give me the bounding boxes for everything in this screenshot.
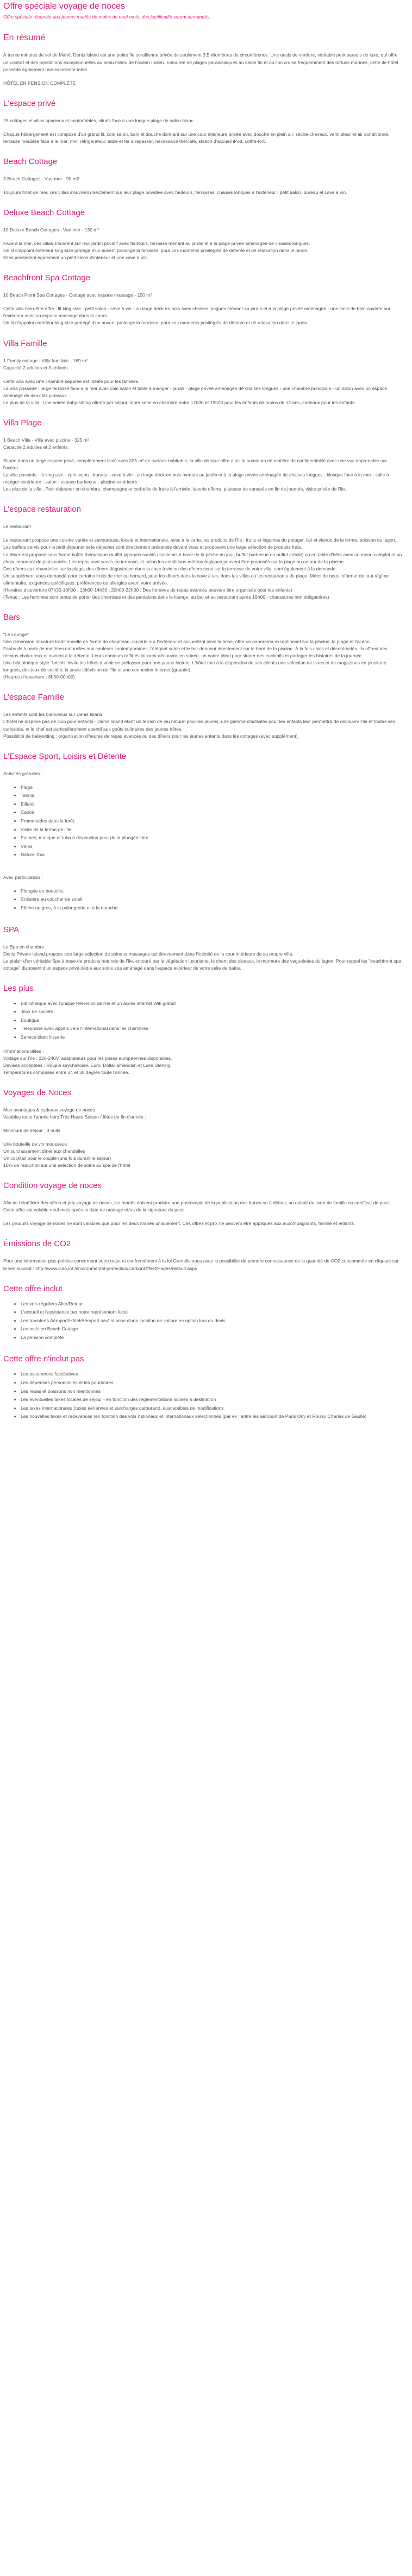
section-body [3, 1258, 402, 1272]
section-spa-cottage [3, 261, 402, 326]
paragraph: (Heures d'ouverture : 8h30-00h00) [3, 674, 75, 680]
section-title: L'espace Famille [3, 693, 65, 702]
list-item: • Les nuits en Beach Cottage [21, 1325, 402, 1333]
section-offre [3, 1, 402, 21]
paragraph: Un surclassement dîner aux chandelles [3, 1148, 85, 1154]
section-bars [3, 601, 402, 681]
spacer [3, 299, 402, 305]
section-title: L'Espace Sport, Loisirs et Détente [3, 751, 127, 761]
paragraph: Le plaisir d'un véritable Spa à base de produits naturels de l'île, entouré par la végétation luxuriante, le chant des oiseaux, le murmure des vaguelettes du lagon. Pour rappel les "beachfront spa cottage" disposent d'un espace privé dédié aux soins spa aménagé dans l'espace extérieur de votre salle de bains. [3, 958, 402, 971]
list-item: • Les taxes internationales (taxes aériennes et surcharges carburant), susceptibles de modifications [21, 1405, 402, 1412]
paragraph: Cette villa avec une chambre séparée est idéale pour les familles. [3, 378, 140, 384]
section-title: Émissions de CO2 [3, 1239, 71, 1249]
paragraph: 3 Beach Cottages - Vue mer - 90 m2 [3, 175, 79, 181]
list-item: • Bibliothèque avec l'unique télévision de l'île et un accès internet Wifi gratuit [21, 1000, 402, 1007]
spacer [3, 234, 402, 240]
spacer [3, 1121, 402, 1127]
section-title: L'espace restauration [3, 505, 81, 514]
paragraph: 1 Beach Villa - Villa avec piscine - 325 m² [3, 437, 89, 443]
paragraph: Les enfants sont les bienvenus sur Denis Island. [3, 712, 104, 718]
list-item: • Téléphone avec appels vers l'international dans les chambres [21, 1025, 402, 1032]
list-item: • Canoë [21, 809, 402, 816]
section-body [3, 175, 402, 196]
spacer [3, 183, 402, 189]
section-body [3, 1000, 402, 1076]
list-lead: Activités gratuites : [3, 770, 43, 776]
paragraph: (Horaires d'ouverture 07h30-10h00 ; 13h00-14h30 ; 20h00-22h00 ; Des horaires de repas avancés peuvent être organisés pour les enfants) [3, 587, 292, 593]
bullet-list [3, 1000, 402, 1041]
section-exclut [3, 1342, 402, 1420]
spacer [3, 451, 402, 457]
list-item: • Nature Tour [21, 851, 402, 858]
section-body [3, 631, 402, 681]
paragraph: 10 Deluxe Beach Cottages - Vue mer - 130 m² [3, 227, 99, 233]
paragraph: 25 cottages et villas spacieux et confortables, situés face à une longue plage de sable blanc. [3, 117, 195, 123]
section-voyage [3, 1076, 402, 1169]
list-item: • L'accueil et l'assistance par notre représentant local [21, 1309, 402, 1316]
list-item: • Les éventuelles taxes locales de séjour - en fonction des réglementations locales à destination [21, 1396, 402, 1403]
paragraph: 10 Beach Front Spa Cottages - Cottage avec espace massage - 150 m² [3, 292, 152, 298]
paragraph: Minimum de séjour : 3 nuits [3, 1127, 61, 1133]
list-item: • Promenades dans la forêt. [21, 818, 402, 825]
paragraph: Pour une information plus précise concernant votre trajet et conformément à la loi Grenelle vous avez la possibilité de prendre connaissance de la quantité de CO2 consommée en cliquant sur le lien suivant : http://www.icao.int /environmental-protection/CarbonOffset/Pages/default.aspx [3, 1258, 399, 1271]
paragraph: Toujours front de mer, ces villas s'ouvrent directement sur leur plage privative avec fauteuils, terrasses, chaises longues à l'extérieur : petit salon, bureau et cave à vin. [3, 189, 347, 195]
section-inclut [3, 1272, 402, 1341]
section-body [3, 1199, 402, 1227]
section-body [3, 1300, 402, 1341]
section-body [3, 770, 402, 912]
list-item: • Les vols réguliers Aller/Retour [21, 1300, 402, 1308]
section-title: Beachfront Spa Cottage [3, 273, 91, 283]
paragraph: Valables toute l'année hors Très Haute Saison / fêtes de fin d'année : [3, 1114, 146, 1120]
paragraph: Chaque hébergement est composé d'un grand lit, coin salon, bain et douche donnant sur une cour intérieure privée avec douche en plein air, sèche-cheveux, ventilateur et air conditionné, terrasse meublée face à la mer, mini réfrigérateur, table et fer à repasser, nécessaire thé/café, station d'accueil iPod, coffre-fort. [3, 131, 390, 144]
paragraph: Voltage sur l'île : 220-240V, adaptateurs pour les prises européennes disponibles. [3, 1055, 172, 1061]
section-body [3, 711, 402, 739]
spacer [3, 73, 402, 80]
list-item: • Palmes, masque et tuba à disposition pour de la plongée libre. [21, 834, 402, 841]
list-item: • Les dépenses personnelles et les pourboires [21, 1379, 402, 1386]
paragraph: Un supplément vous demandé pour certains fruits de mer ou homard, pour les dîners dans la cave à vin, dans les villas ou les restaurants de plage. Merci de nous informer de tout régime alimentaire, exigences spécifiques, préférences ou allergies avant votre arrivée. [3, 573, 389, 586]
section-restauration [3, 493, 402, 601]
list-item: • Tennis [21, 792, 402, 799]
section-deluxe [3, 196, 402, 261]
paragraph: Les buffets servis pour le petit déjeuner et le déjeuner sont directement présentés devant vous et proposent une large sélection de produits frais. [3, 544, 302, 550]
section-title: Offre spéciale voyage de noces [3, 2, 125, 11]
paragraph: L'hôtel ne dispose pas de club pour enfants - Denis Island étant un terrain de jeu naturel pour les jeunes, une gamme d'activités pour les enfants leur permettra de découvrir l'île et toutes ses curiosités, et le chef est particulièrement attentif aux goûts culinaires des jeunes hôtes. [3, 719, 396, 732]
section-body [3, 227, 402, 261]
paragraph: Capacité 2 adultes et 3 enfants. [3, 365, 69, 370]
section-body [3, 437, 402, 493]
section-title: Beach Cottage [3, 156, 58, 166]
section-spa [3, 913, 402, 972]
list-item: • Plongée en bouteille. [21, 888, 402, 895]
spacer [3, 1214, 402, 1220]
list-item: • La pension complète [21, 1334, 402, 1341]
spacer [3, 372, 402, 378]
list-item: • Les repas et boissons non mentionnés [21, 1388, 402, 1395]
spacer [3, 530, 402, 537]
paragraph: Afin de bénéficier des offres et prix voyage de noces, les mariés doivent produire une photocopie de la publication des bancs ou à défaut, un extrait du livret de famille ou certificat de pacs. Cette offre est valable neuf mois après la date de mariage et/ou de la signature du pacs. [3, 1200, 391, 1213]
section-villa-plage [3, 406, 402, 493]
list-item: • Jeux de société [21, 1008, 402, 1015]
section-villa-famille [3, 327, 402, 406]
paragraph: (Tenue : Les hommes sont tenus de porter des chemises et des pantalons dans le lounge, au bar et au restaurant après 19h00 - chaussures non obligatoires) [3, 594, 329, 600]
list-lead: Avec participation : [3, 874, 43, 880]
section-body [3, 1107, 402, 1169]
bullet-list [3, 1371, 402, 1420]
paragraph: Fauteuils à partir de matières naturelles aux couleurs contemporaines, l'élégant salon et le bar donnent directement sur le bord de la piscine. À la fois chics et décontractés, ils offrent des recoins chaleureux et invitent à la détente. Leurs contours raffinés laissent découvrir, en soirée, un cadre idéal pour siroter des cocktails et partager les histoires de la journée. [3, 646, 388, 659]
section-beach [3, 145, 402, 196]
section-sport [3, 740, 402, 912]
paragraph: Informations utiles : [3, 1048, 44, 1054]
paragraph: Une bouteille de vin mousseux [3, 1141, 67, 1147]
paragraph: 10% de réduction sur une sélection de soins au spa de l'hôtel [3, 1163, 130, 1168]
paragraph: Un lit d'appoint extérieur king-size protégé d'un auvent prolonge la terrasse, pour vos moments privilégiés de détente et de relaxation dans le jardin. [3, 320, 309, 326]
list-item: • Les nouvelles taxes et redevances (en fonction des vols nationaux et internationaux sélectionnés (par ex : entre les aéroport de Paris Orly et Roissy Charles de Gaulle) [21, 1413, 402, 1420]
paragraph: Face à la mer, ces villas s'ouvrent sur leur jardin privatif avec fauteuils, terrasse menant au jardin et à la plage privée aménagée de chaises longues. [3, 241, 310, 247]
bullet-list [3, 1300, 402, 1341]
section-title: Les plus [3, 983, 34, 993]
list-item: • Visite de la ferme de l'île. [21, 826, 402, 833]
spacer [3, 1042, 402, 1048]
paragraph: La villa possède : large terrasse face à la mer avec coin salon et table à manger - jardin - plage privée aménagée de chaises longues - une chambre principale - un salon avec un espace aménagé de deux lits jumeaux. [3, 385, 388, 398]
paragraph: Les plus de la villa : Petit déjeuner en chambre, champagne et corbeille de fruits à l'arrivée, lavorie offerte, plateaux de canapés en fin de journée, visite privée de l'île. [3, 486, 346, 492]
section-plus [3, 972, 402, 1076]
section-espace-prive [3, 87, 402, 145]
list-item: • Pêche au gros, à la palangrotte et à la mouche. [21, 904, 402, 912]
section-body [3, 523, 402, 601]
section-title: Cette offre inclut [3, 1284, 63, 1293]
paragraph: Le dîner est proposé sous forme buffet thématique (buffet japonais sushis / sashimis à base de la pêche du jour, buffet barbecue ou buffet créole) ou en table d'hôte avec un menu complet et un choix important de plats variés. Les repas sont servis en terrasse, et selon les conditions météorologiques peuvent être proposés sur la plage ou autour de la piscine. [3, 551, 402, 564]
section-co2 [3, 1227, 402, 1272]
section-body [3, 52, 402, 86]
section-body [3, 357, 402, 406]
paragraph: "Le Lounge" [3, 631, 29, 637]
section-title: Villa Plage [3, 418, 42, 428]
section-title: L'espace privé [3, 98, 56, 108]
section-body [3, 944, 402, 972]
paragraph: 1 Family cottage - Villa familiale - 169 m² [3, 357, 88, 363]
paragraph: Possibilité de babysitting : organisation d'heures de repas avancés ou des dîners pour les jeunes enfants dans les cottages (avec supplément). [3, 733, 299, 739]
list-item: • Boutique [21, 1017, 402, 1024]
section-title: Condition voyage de noces [3, 1181, 102, 1191]
bullet-list [3, 888, 402, 912]
paragraph: Une dimension structure traditionnelle en forme de chapiteau, ouverte sur l'extérieur et accueillant ainsi la brise, offre un panorama exceptionnel sur la piscine, la plage et l'océan. [3, 639, 371, 644]
paragraph: Cette villa bien-être offre : lit king size - petit salon - cave à vin - un large deck en bois avec chaises longues menant au jardin et à la plage privée aménagée - une salle de bain ouverte sur l'extérieur avec un espace massage dans le cours. [3, 306, 391, 319]
section-title: Bars [3, 612, 20, 622]
section-body [3, 1371, 402, 1420]
section-title: Cette offre n'inclut pas [3, 1354, 84, 1364]
paragraph: Le restaurant propose une cuisine variée et savoureuse, locale et internationale, avec à la carte, les produits de l'île : fruits et légumes du potager, lait et viande de la ferme, poisson du lagon... [3, 537, 399, 543]
paragraph: Températures comprises entre 24 et 30 degrés toute l'année. [3, 1069, 129, 1075]
list-item: • Plage [21, 784, 402, 791]
paragraph: Un lit d'appoint extérieur king-size protégé d'un auvent prolonge la terrasse, pour vos moments privilégiés de détente et de relaxation dans le jardin. [3, 248, 309, 254]
list-item: • Vélos [21, 843, 402, 850]
paragraph: À trente minutes de vol de Mahé, Denis Island est une petite île corallienne privée de seulement 3,5 kilomètres de circonférence. Une oasis de verdure, véritable petit paradis de luxe, qui offre un confort et des prestations exceptionnelles au beau milieu de l'océan Indien. Entourée de plages paradisiaques au sable fin et où l'on croise fréquemment des tortues marines, cette île-hôtel possède également une excellente table. [3, 52, 398, 72]
paragraph: Denis Private Island propose une large sélection de soins et massages qui directement dans l'intimité de la cour intérieure de sa propre villa. [3, 951, 294, 957]
section-body [3, 117, 402, 145]
paragraph: Le restaurant [3, 524, 31, 530]
paragraph: Le Spa en chambre : [3, 944, 47, 950]
section-title: SPA [3, 925, 19, 934]
intro-text: Offre spéciale réservée aux jeunes mariés de moins de neuf mois, des justificatifs seront demandés. [3, 14, 211, 20]
list-item: • Croisière au coucher de soleil. [21, 896, 402, 903]
section-resume [3, 21, 402, 86]
paragraph: HÔTEL EN PENSION COMPLÈTE [3, 80, 76, 86]
bullet-list [3, 784, 402, 859]
section-condition [3, 1169, 402, 1227]
paragraph: Un cocktail pour le couple (une fois durant le séjour) [3, 1155, 111, 1161]
paragraph: La villa possède : lit king size - coin salon - bureau - cave à vin - un large deck en bois menant au jardin et à la plage privée aménagée de chaises longues - kiosque face à la mer - salle à manger extérieure - salon - espace barbecue - piscine extérieure. [3, 472, 389, 485]
section-body [3, 292, 402, 326]
paragraph: Les produits voyage de noces ne sont valables que pour les deux mariés uniquement. Ces offres et prix ne peuvent être appliqués aux accompagnants, famille et enfants. [3, 1221, 355, 1227]
paragraph: Elles possèdent également un petit salon d'intérieur et une cave à vin. [3, 255, 148, 261]
paragraph: Capacité 2 adultes et 2 enfants. [3, 444, 69, 450]
section-title: En résumé [3, 33, 46, 43]
paragraph: Mes avantages & cadeaux voyage de noces [3, 1107, 95, 1113]
section-title: Villa Famille [3, 338, 47, 348]
spacer [3, 860, 402, 874]
paragraph: Située dans un large espace privé, complètement isolé avec 325 m² de surface habitable, la villa de luxe offre ainsi le summum en matière de confidentialité avec une vue imprenable sur l'océan. [3, 458, 387, 471]
list-item: • Les transferts Aéroport/Hôtel/Aéroport sauf si prise d'une location de voiture en option lors du devis [21, 1317, 402, 1324]
spacer [3, 124, 402, 131]
spacer [3, 1134, 402, 1141]
section-title: Voyages de Noces [3, 1088, 72, 1097]
list-item: • Les assurances facultatives [21, 1371, 402, 1378]
paragraph: Des dîners aux chandelles sur la plage, des dîners dégustation dans la cave à vin ou des dîners servi sur la terrasse de votre villa, sont également à la demande. [3, 566, 337, 571]
paragraph: Devises acceptées : Roupie seychelloise, Euro, Dollar américain et Livre Sterling [3, 1062, 171, 1068]
section-title: Deluxe Beach Cottage [3, 208, 85, 217]
section-famille [3, 681, 402, 739]
paragraph: Le plus de la villa : Une soirée baby-sitting offerte par séjour, dîner servi en chambre entre 17h30 et 19h00 pour les enfants de moins de 12 ans, cadeaux pour les enfants. [3, 399, 356, 405]
paragraph: Une bibliothèque style "british" invite les hôtes à venir se prélasser pour une pause lecture. L'hôtel met à la disposition de ses clients une sélection de livres et de magazines en plusieurs langues, des jeux de société, la seule télévision de l'île et une connexion Internet (gratuite). [3, 660, 386, 673]
list-item: • Billard [21, 801, 402, 808]
list-item: • Service blanchisserie [21, 1034, 402, 1041]
